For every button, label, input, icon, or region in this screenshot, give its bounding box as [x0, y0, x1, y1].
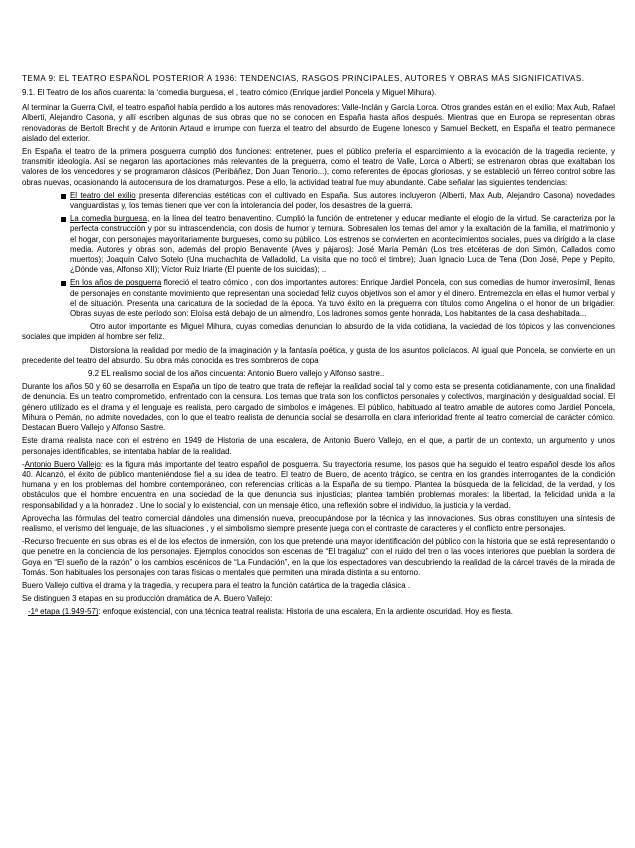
square-bullet-icon — [61, 194, 66, 199]
bullet-heading: El teatro del exilio — [70, 190, 136, 200]
paragraph-realismo-social: Durante los años 50 y 60 se desarrolla en España un tipo de teatro que trata de reflejar la realidad social tal y como esta se presenta cotidianamente, con una finalidad de denuncia. Es un teatro comprometido, enfrentado con la censura. Los temas que trata son los conflictos personales y colectivos, marginación y desigualdad social. El género utilizado es el drama y el lenguaje es realista, pero cargado de símbolos e imágenes. El público, habituado al teatro amable de autores como Jardiel Poncela, Mihura o Pemán, no admite novedades, con lo que el teatro realista de denuncia social se desarrolla en clara inferioridad frente al teatro comercial de carácter cómico. Destacan Buero Vallejo y Alfonso Sastre. — [22, 382, 615, 433]
paragraph-mihura: Otro autor importante es Miguel Mihura, cuyas comedias denuncian lo absurdo de la vida cotidiana, la vaciedad de los tópicos y las convenciones sociales que impiden al hombre ser feliz. — [22, 322, 615, 342]
buero-text: : es la figura más importante del teatro español de posguerra. Su trayectoria resume, los pasos que ha seguido el teatro español desde los años 40. Alcanzó, el éxito de público manteniéndose fiel a su idea de teatro. El teatro de Buero, de acento trágico, se centra en los grandes interrogantes de la condición humana y en los problemas del hombre contemporáneo, con referencias críticas a la España de su tiempo. Plantea la búsqueda de la felicidad, de la verdad, y los obstáculos que el hombre encuentra en una sociedad de la que denuncia sus injusticias; plantea también problemas morales: la libertad, la felicidad unida a la responsabilidad y a la honradez . Une lo social y lo existencial, con un mensaje ético, una reflexión sobre el individuo, la justicia y la verdad. — [22, 459, 615, 510]
bullet-text: , en la línea del teatro benaventino. Cumplió la función de entretener y educar mediante el elogio de la virtud. Se caracteriza por la perfecta construcción y por su intrascendencia, con dosis de humor y ternura. Sobresalen los temas del amor y la exaltación de la familia, el matrimonio y el hogar, con personajes mayoritariamente burgueses, como su público. Los estrenos se convierten en acontecimientos sociales, pues va dirigido a la clase media. Autores y obras son, además del propio Benavente (Aves y pájaros): José María Pemán (Los tres etcéteras de don Simón, Callados como muertos); Joaquín Calvo Sotelo (Una muchachita de Valladolid, La visita que no tocó el timbre); Juan Ignacio Luca de Tena (Don José, Pepe y Pepito, ¿Dónde vas, Alfonso XII); Víctor Ruiz Iriarte (El puente de los suicidas); .. — [70, 214, 616, 275]
bullet-text: presenta diferencias estéticas con el cultivado en España. Sus autores incluyeron (Alberti, Max Aub, Alejandro Casona) novedades vanguardistas y, los temas tienen que ver con la intolerancia del poder, los desastres de la guerra. — [70, 190, 615, 211]
paragraph-primera-etapa — [28, 607, 615, 617]
paragraph-primera-posguerra: En España el teatro de la primera posguerra cumplió dos funciones: entretener, pues el público prefería el esparcimiento a la evocación de la tragedia reciente, y transmitir ideología. Así se negaron las aportaciones más relevantes de la preguerra, como el teatro de Valle, Lorca o Alberti; se estrenaron obras que exaltaban los valores de los vencedores y se programaron clásicos (Peribáñez, Don Juan Tenorio...), como referentes de épocas gloriosas, y se estableció un férreo control sobre las obras nuevas, ocasionando la autocensura de los dramaturgos. Pese a ello, la actividad teatral fue muy abundante. Cabe señalar las siguientes tendencias: — [22, 147, 615, 187]
paragraph-etapas: Se distinguen 3 etapas en su producción dramática de A. Buero Vallejo: — [22, 594, 273, 604]
paragraph-distorsiona: Distorsiona la realidad por medio de la imaginación y la fantasía poética, y gusta de los asuntos policíacos. Al igual que Poncela, se convierte en un precedente del teatro del absurdo. Su obra más conocida es tres sombreros de copa — [22, 345, 615, 365]
paragraph-inmersion: -Recurso frecuente en sus obras es el de los efectos de inmersión, con los que pretende una mayor identificación del público con la historia que se está representando o que penetre en la conciencia de los personajes. Ejemplos conocidos son escenas de “El tragaluz” con el ruido del tren o las voces interiores que pueblan la sordera de Goya en “El sueño de la razón” o los cambios escénicos de “La Fundación”, en la que los espectadores van descubriendo la realidad de la cárcel través de la mirada de Tomás. Son habituales los personajes con taras físicas o mentales que permiten una mirada distinta a su entorno. — [22, 537, 615, 577]
paragraph-drama-tragedia: Buero Vallejo cultiva el drama y la tragedia, y recupera para el teatro la función catártica de la tragedia clásica . — [22, 580, 411, 590]
paragraph-buero-vallejo: -Antonio Buero Vallejo: es la figura más importante del teatro español de posguerra. Su trayectoria resume, los pasos que ha seguido el teatro español desde los años 40. Alcanzó, el éxito de público manteniéndose fiel a su idea de teatro. El teatro de Buero, de acento trágico, se centra en los grandes interrogantes de la condición humana y en los problemas del hombre contemporáneo, con referencias críticas a la España de su tiempo. Plantea la búsqueda de la felicidad, de la verdad, y los obstáculos que el hombre encuentra en una sociedad de la que denuncia sus injusticias; plantea también problemas morales: la libertad, la felicidad unida a la responsabilidad y a la honradez . Une lo social y lo existencial, con un mensaje ético, una reflexión sobre el individuo, la justicia y la verdad. — [22, 459, 615, 510]
bullet-text: floreció el teatro cómico , con dos importantes autores: Enrique Jardiel Poncela, con sus comedias de humor inverosímil, llenas de personajes en constante movimiento que representan una sociedad feliz cuyos objetivos son el amor y el dinero. Entremezcla en ellas el humor verbal y el de situación. Presenta una caricatura de la sociedad de la época. Ya tuvo éxito en la preguerra con títulos como Angelina o el honor de un brigadier. Obras suyas de este período son: Eloísa está debajo de un almendro, Los ladrones somos gente honrada, Los habitantes de la casa deshabitada... — [70, 278, 615, 319]
etapa-heading: -1ª etapa (1.949-57) — [28, 607, 99, 617]
document-page — [22, 74, 615, 621]
square-bullet-icon — [61, 217, 66, 222]
bullet-comedia-burguesa — [70, 214, 615, 275]
bullet-teatro-exilio — [70, 191, 615, 211]
etapa-text: : enfoque existencial, con una técnica teatral realista: Historia de una escalera, En la ardiente oscuridad. Hoy es fiesta. — [98, 607, 513, 617]
paragraph-exilio-intro: Al terminar la Guerra Civil, el teatro español había perdido a los autores más renovadores: Valle-Inclán y García Lorca. Otros grandes están en el exilio: Max Aub, Rafael Alberti, Alejandro Casona, y allí escriben algunas de sus obras que no se conocen en España hasta años después. Mientras que en Europa se representan obras renovadoras de Bertolt Brecht y de Antonin Artaud e irrumpe con fuerza el teatro del absurdo de Eugene Ionesco y Samuel Beckett, en España el teatro permanece aislado del exterior. — [22, 103, 615, 143]
bullet-heading: En los años de posguerra — [70, 278, 162, 288]
section-heading-9-2: 9.2 EL realismo social de los años cincuenta: Antonio Buero vallejo y Alfonso sastre.. — [88, 369, 385, 379]
document-title: TEMA 9: EL TEATRO ESPAÑOL POSTERIOR A 1936: TENDENCIAS, RASGOS PRINCIPALES, AUTORES Y OBRAS MÁS SIGNIFICATIVAS. — [22, 74, 585, 83]
bullet-teatro-comico — [70, 278, 615, 319]
bullet-heading: La comedia burguesa — [70, 214, 147, 224]
section-heading-9-1: 9.1. El Teatro de los años cuarenta: la ‘comedia burguesa, el , teatro cómico (Enrique jardiel Poncela y Miguel Mihura). — [22, 88, 437, 97]
buero-heading: Antonio Buero Vallejo — [24, 459, 101, 469]
paragraph-drama-realista: Este drama realista nace con el estreno en 1949 de Historia de una escalera, de Antonio Buero Vallejo, en el que, a partir de un contexto, un argumento y unos personajes identificables, se intentaba hablar de la realidad. — [22, 436, 615, 456]
paragraph-formulas: Aprovecha las fórmulas del teatro comercial dándoles una dimensión nueva, preocupándose por la técnica y las innovaciones. Sus obras constituyen una síntesis de realismo, el verismo del lenguaje, de las situaciones , y el simbolismo siempre presente juega con el contraste de caracteres y el conflicto entre personajes. — [22, 513, 615, 533]
square-bullet-icon — [61, 281, 66, 286]
